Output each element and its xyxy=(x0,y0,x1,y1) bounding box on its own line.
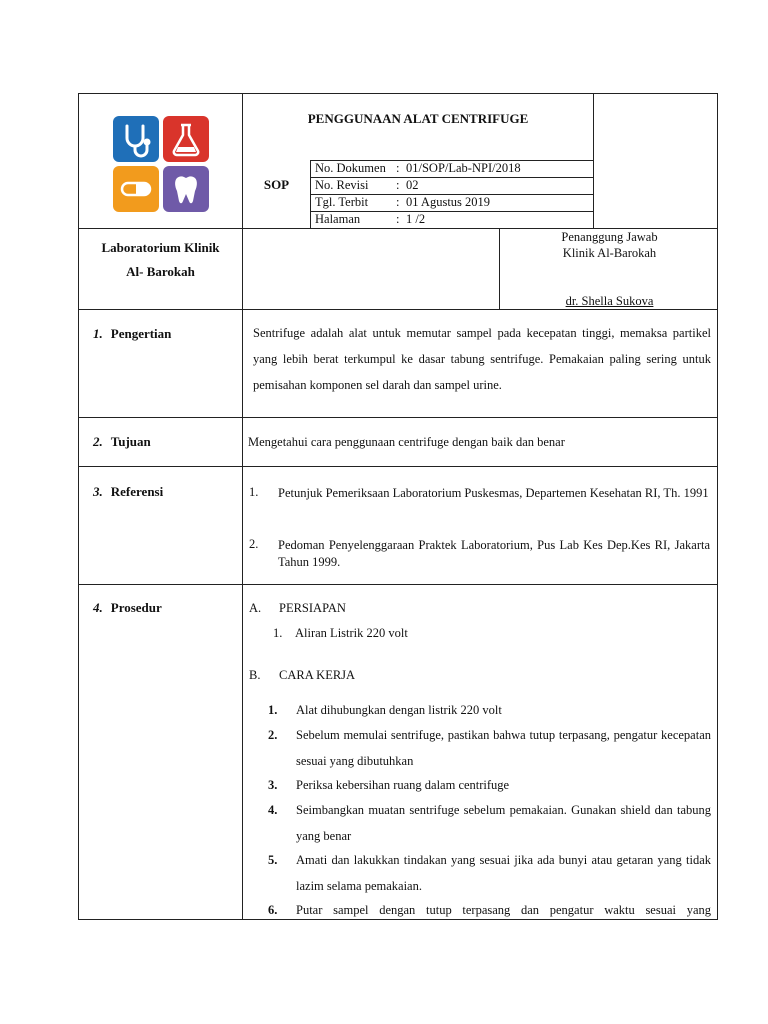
step-text: Seimbangkan muatan sentrifuge sebelum pemakaian. Gunakan shield dan tabung yang benar xyxy=(296,803,711,843)
institution-line-2: Al- Barokah xyxy=(126,264,195,279)
reference-number: 1. xyxy=(249,485,259,499)
meta-row-revision xyxy=(311,177,593,194)
reference-item: Petunjuk Pemeriksaan Laboratorium Puskesmas, Departemen Kesehatan RI, Th. 1991 xyxy=(278,486,709,500)
pill-icon xyxy=(113,166,159,212)
reference-item: Pedoman Penyelenggaraan Praktek Laboratorium, Pus Lab Kes Dep.Kes RI, Jakarta Tahun 1999. xyxy=(278,538,710,569)
step-text: Putar sampel dengan tutup terpasang dan pengatur waktu sesuai yang xyxy=(296,903,711,917)
row-divider xyxy=(79,309,718,310)
meta-key: No. Revisi xyxy=(315,178,369,192)
responsible-signature-name: dr. Shella Sukova xyxy=(565,294,654,308)
meta-value: 01/SOP/Lab-NPI/2018 xyxy=(406,161,521,175)
meta-colon: : xyxy=(396,212,400,226)
meta-row-page xyxy=(311,211,593,228)
step-number: 3. xyxy=(268,778,278,792)
meta-key: Tgl. Terbit xyxy=(315,195,369,209)
pengertian-text: Sentrifuge adalah alat untuk memutar sampel pada kecepatan tinggi, memaksa partikel yang lebih berat terkumpul ke dasar tabung sentrifuge. Pemakaian paling sering untuk pemisahan komponen sel darah dan sampel urine. xyxy=(253,326,711,392)
persiapan-title: PERSIAPAN xyxy=(279,601,346,615)
step-text: Alat dihubungkan dengan listrik 220 volt xyxy=(296,703,502,717)
step-number: 1. xyxy=(268,703,278,717)
persiapan-item-number: 1. xyxy=(273,626,283,640)
row-divider xyxy=(79,584,718,585)
step-number: 4. xyxy=(268,803,278,817)
meta-value: 1 /2 xyxy=(406,212,426,226)
step-text: Sebelum memulai sentrifuge, pastikan bahwa tutup terpasang, pengatur kecepatan sesuai yang dibutuhkan xyxy=(296,728,711,768)
meta-colon: : xyxy=(396,161,400,175)
persiapan-item: Aliran Listrik 220 volt xyxy=(295,626,408,640)
meta-row-document-number xyxy=(311,160,593,177)
meta-key: No. Dokumen xyxy=(315,161,386,175)
responsible-party xyxy=(500,229,718,261)
meta-value: 01 Agustus 2019 xyxy=(406,195,491,209)
responsible-line-2: Klinik Al-Barokah xyxy=(562,246,657,260)
clinic-logo xyxy=(113,116,209,212)
stethoscope-icon xyxy=(113,116,159,162)
step-text: Amati dan lakukkan tindakan yang sesuai jika ada bunyi atau getaran yang tidak lazim selama pemakaian. xyxy=(296,853,711,893)
meta-value: 02 xyxy=(406,178,419,192)
persiapan-letter: A. xyxy=(249,601,262,615)
row-divider xyxy=(79,417,718,418)
header-right-divider xyxy=(593,94,594,228)
cara-kerja-title: CARA KERJA xyxy=(279,668,356,682)
document-title: PENGGUNAAN ALAT CENTRIFUGE xyxy=(307,111,529,126)
meta-row-issue-date xyxy=(311,194,593,211)
step-number: 6. xyxy=(268,903,278,917)
reference-number: 2. xyxy=(249,537,259,551)
section-label-pengertian: 1. Pengertian xyxy=(93,326,172,341)
flask-icon xyxy=(163,116,209,162)
meta-colon: : xyxy=(396,195,400,209)
section-label-tujuan: 2. Tujuan xyxy=(93,434,151,449)
institution-line-1: Laboratorium Klinik xyxy=(101,240,220,255)
section-label-referensi: 3. Referensi xyxy=(93,484,164,499)
row-divider xyxy=(79,466,718,467)
step-text: Periksa kebersihan ruang dalam centrifuge xyxy=(296,778,510,792)
cara-kerja-letter: B. xyxy=(249,668,261,682)
sop-document xyxy=(78,93,718,920)
column-divider xyxy=(242,94,243,920)
sop-label: SOP xyxy=(263,177,290,192)
responsible-line-1: Penanggung Jawab xyxy=(561,230,658,244)
meta-key: Halaman xyxy=(315,212,361,226)
meta-colon: : xyxy=(396,178,400,192)
institution-name xyxy=(79,236,242,284)
step-number: 5. xyxy=(268,853,278,867)
tujuan-text: Mengetahui cara penggunaan centrifuge dengan baik dan benar xyxy=(248,435,565,449)
section-label-prosedur: 4. Prosedur xyxy=(93,600,162,615)
tooth-icon xyxy=(163,166,209,212)
step-number: 2. xyxy=(268,728,278,742)
